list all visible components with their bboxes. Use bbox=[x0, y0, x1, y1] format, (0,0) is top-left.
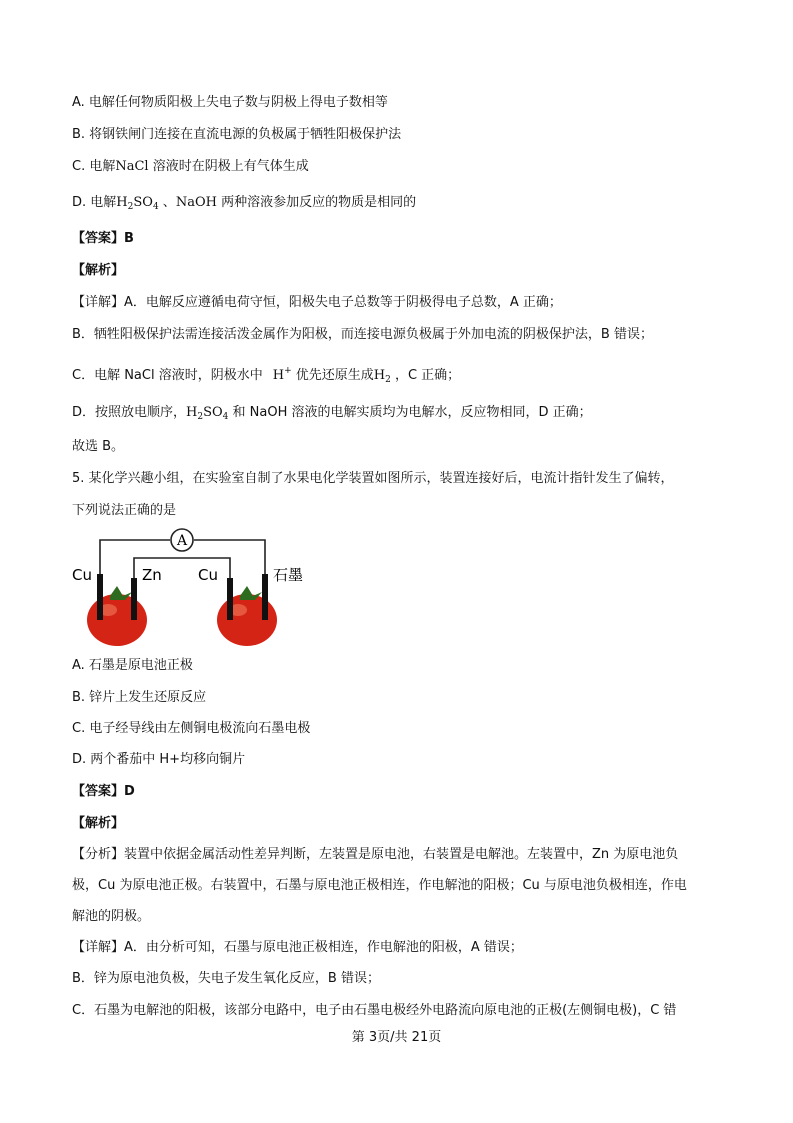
q5-answer bbox=[72, 783, 135, 801]
q5-analysis-heading: 【解析】 bbox=[72, 816, 125, 831]
q4-option-c-pre: C. 电解 bbox=[72, 159, 116, 174]
q4-analysis-heading: 【解析】 bbox=[72, 263, 125, 278]
q4-option-d bbox=[72, 194, 416, 216]
h2so4-formula-detail: $H_2SO_4$ bbox=[186, 405, 229, 422]
electrode-graphite bbox=[262, 574, 268, 620]
q4-detail-b: B．牺牲阳极保护法需连接活泼金属作为阳极，而连接电源负极属于外加电流的阴极保护法，B 错误； bbox=[72, 327, 653, 342]
naoh-formula: NaOH bbox=[175, 195, 217, 210]
q4-option-c bbox=[72, 158, 309, 176]
q5-option-c: C. 电子经导线由左侧铜电极流向石墨电极 bbox=[72, 721, 311, 736]
q4-option-b: B. 将钢铁闸门连接在直流电源的负极属于牺牲阳极保护法 bbox=[72, 127, 402, 142]
fruit-battery-figure bbox=[70, 526, 330, 650]
h2so4-formula: $H_2SO_4$ bbox=[116, 195, 159, 212]
electrode-zn bbox=[131, 578, 137, 620]
h2-formula: $H_2$ bbox=[373, 368, 391, 385]
label-cu-left: Cu bbox=[72, 566, 92, 584]
electrode-cu-left bbox=[97, 574, 103, 620]
label-graphite: 石墨 bbox=[273, 566, 304, 584]
nacl-formula: NaCl bbox=[115, 159, 149, 174]
q4-option-d-pre: D. 电解 bbox=[72, 195, 117, 210]
answer-value: B bbox=[124, 231, 134, 246]
tomato-left-icon bbox=[87, 586, 147, 646]
q4-option-d-sep: 、 bbox=[158, 195, 176, 210]
q4-conclusion: 故选 B。 bbox=[72, 439, 125, 454]
q5-analysis-line2: 极，Cu 为原电池正极。右装置中，石墨与原电池正极相连，作电解池的阳极；Cu 与原电池负极相连，作电 bbox=[72, 878, 687, 893]
label-zn: Zn bbox=[142, 566, 162, 584]
electrode-cu-mid bbox=[227, 578, 233, 620]
q5-stem-line1: 5. 某化学兴趣小组，在实验室自制了水果电化学装置如图所示，装置连接好后，电流计指针发生了偏转， bbox=[72, 471, 674, 486]
q4-detail-d: D．按照放电顺序，$H_2SO_4$ 和 NaOH 溶液的电解实质均为电解水，反应物相同，D 正确； bbox=[72, 405, 592, 422]
q5-option-b: B. 锌片上发生还原反应 bbox=[72, 690, 207, 705]
q5-option-d: D. 两个番茄中 H+均移向铜片 bbox=[72, 752, 246, 767]
q5-analysis-line3: 解池的阴极。 bbox=[72, 909, 151, 924]
q5-detail-a: 【详解】A．由分析可知，石墨与原电池正极相连，作电解池的阳极，A 错误； bbox=[72, 940, 523, 955]
q5-detail-c: C．石墨为电解池的阳极，该部分电路中，电子由石墨电极经外电路流向原电池的正极(左侧铜电极)，C 错 bbox=[72, 1003, 677, 1018]
q5-stem-line2: 下列说法正确的是 bbox=[72, 503, 177, 518]
page-footer: 第 3页/共 21页 bbox=[351, 1030, 442, 1045]
q4-option-c-post: 溶液时在阴极上有气体生成 bbox=[148, 159, 309, 174]
label-cu-mid: Cu bbox=[198, 566, 218, 584]
h-plus-ion: H+ bbox=[272, 366, 292, 383]
q4-answer bbox=[72, 230, 134, 248]
q5-detail-b: B．锌为原电池负极，失电子发生氧化反应，B 错误； bbox=[72, 971, 380, 986]
answer-label: 【答案】 bbox=[72, 231, 125, 246]
q4-option-d-post: 两种溶液参加反应的物质是相同的 bbox=[216, 195, 417, 210]
q4-detail-a: 【详解】A．电解反应遵循电荷守恒，阳极失电子总数等于阴极得电子总数，A 正确； bbox=[72, 295, 562, 310]
q5-option-a: A. 石墨是原电池正极 bbox=[72, 658, 193, 673]
q4-detail-c: C．电解 NaCl 溶液时，阴极水中 H+ 优先还原生成$H_2$ ，C 正确； bbox=[72, 366, 461, 385]
answer-value: D bbox=[124, 784, 135, 799]
answer-label: 【答案】 bbox=[72, 784, 125, 799]
q4-option-a: A. 电解任何物质阳极上失电子数与阴极上得电子数相等 bbox=[72, 95, 388, 110]
q5-analysis-line1: 【分析】装置中依据金属活动性差异判断，左装置是原电池，右装置是电解池。左装置中，Zn 为原电池负 bbox=[72, 847, 679, 862]
ammeter-label: A bbox=[176, 533, 188, 549]
